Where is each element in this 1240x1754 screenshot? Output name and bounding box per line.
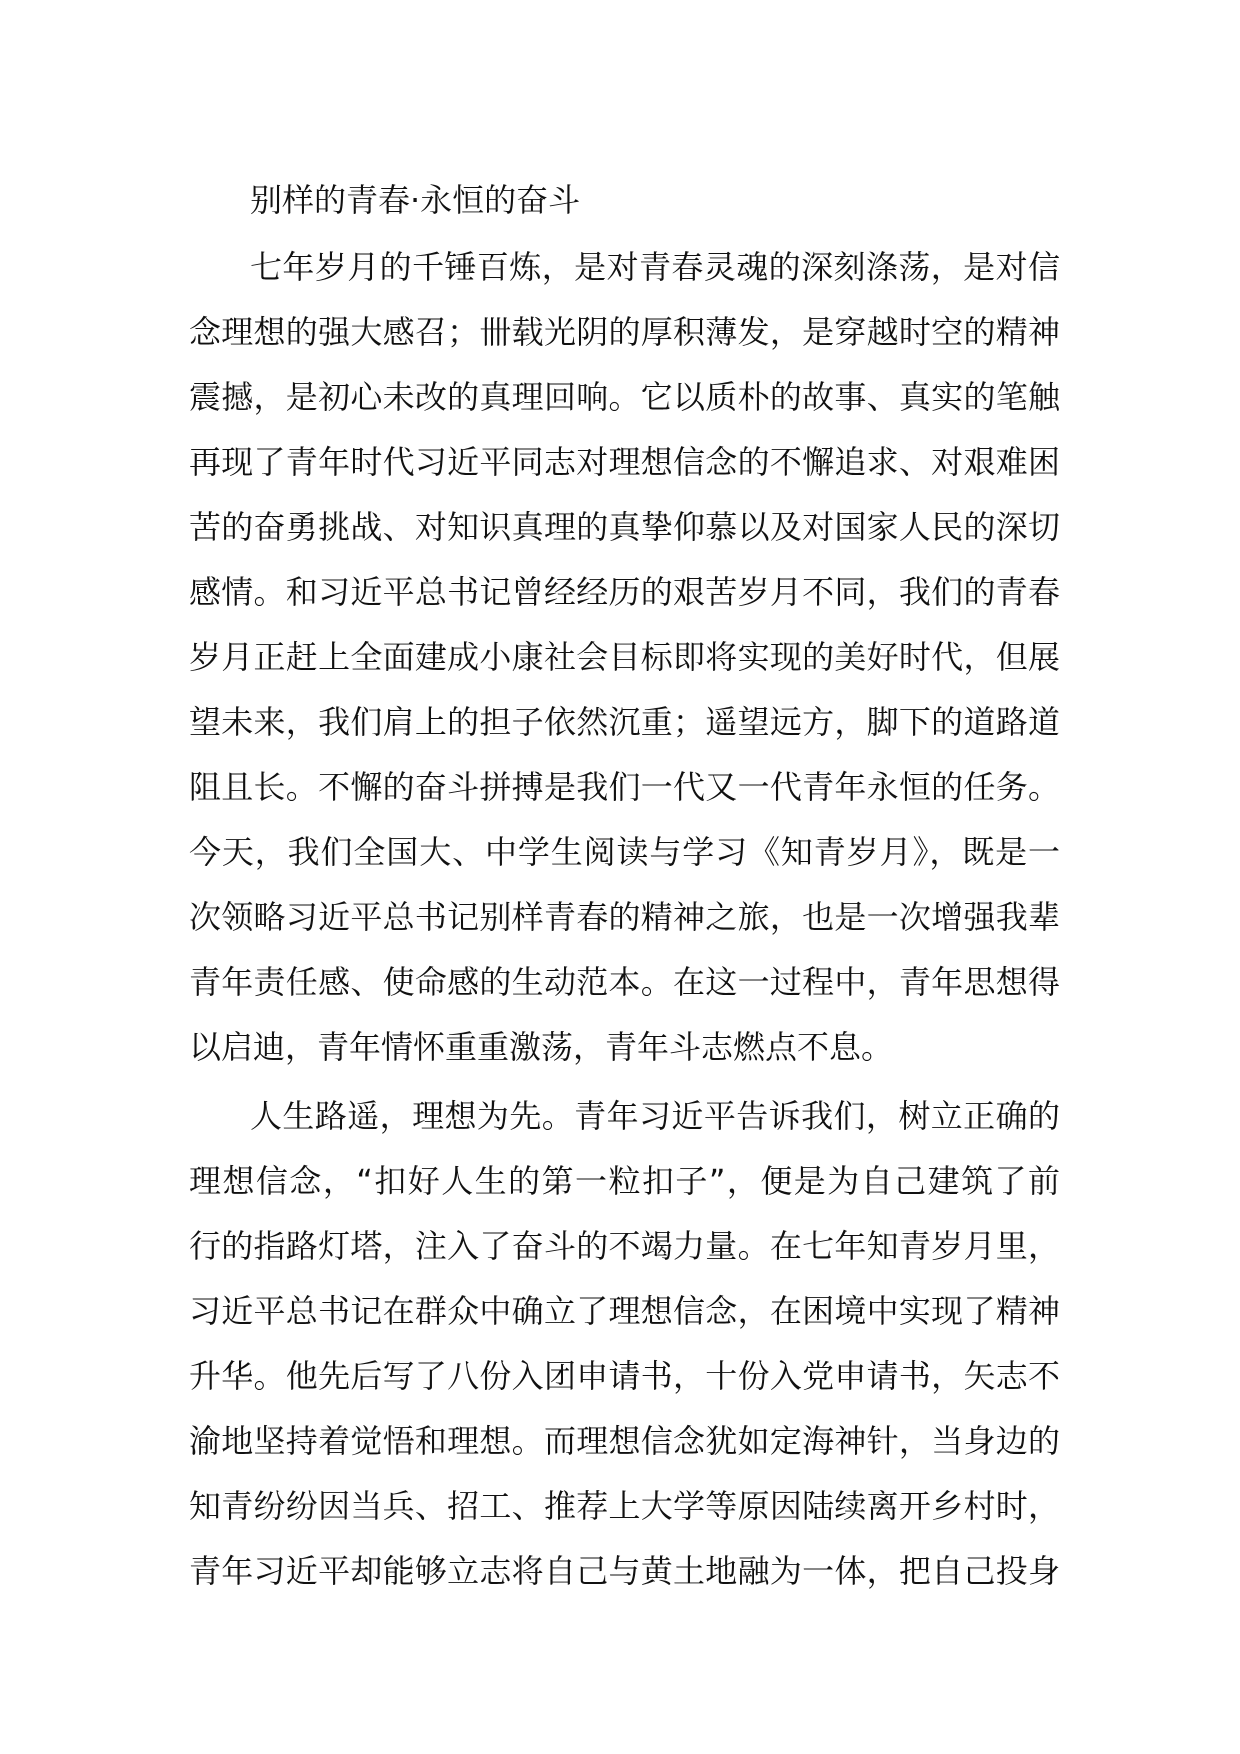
paragraph-line: 次领略习近平总书记别样青春的精神之旅，也是一次增强我辈 bbox=[189, 898, 1060, 936]
paragraph-line: 七年岁月的千锤百炼，是对青春灵魂的深刻涤荡，是对信 bbox=[250, 248, 1060, 286]
paragraph-line: 今天，我们全国大、中学生阅读与学习《知青岁月》，既是一 bbox=[189, 833, 1060, 871]
paragraph-line: 理想信念，“扣好人生的第一粒扣子”，便是为自己建筑了前 bbox=[189, 1162, 1060, 1200]
paragraph-line: 念理想的强大感召；卌载光阴的厚积薄发，是穿越时空的精神 bbox=[189, 313, 1060, 351]
paragraph-2 bbox=[189, 1084, 1060, 1604]
paragraph-line: 青年习近平却能够立志将自己与黄土地融为一体，把自己投身 bbox=[189, 1552, 1060, 1590]
paragraph-line: 望未来，我们肩上的担子依然沉重；遥望远方，脚下的道路道 bbox=[189, 703, 1060, 741]
paragraph-line: 青年责任感、使命感的生动范本。在这一过程中，青年思想得 bbox=[189, 963, 1060, 1001]
paragraph-line: 感情。和习近平总书记曾经经历的艰苦岁月不同，我们的青春 bbox=[189, 573, 1060, 611]
paragraph-line: 再现了青年时代习近平同志对理想信念的不懈追求、对艰难困 bbox=[189, 443, 1060, 481]
paragraph-line: 苦的奋勇挑战、对知识真理的真挚仰慕以及对国家人民的深切 bbox=[189, 508, 1060, 546]
paragraph-line: 行的指路灯塔，注入了奋斗的不竭力量。在七年知青岁月里， bbox=[189, 1227, 1060, 1265]
paragraph-line: 升华。他先后写了八份入团申请书，十份入党申请书，矢志不 bbox=[189, 1357, 1060, 1395]
paragraph-line: 震撼，是初心未改的真理回响。它以质朴的故事、真实的笔触 bbox=[189, 378, 1060, 416]
paragraph-line: 以启迪，青年情怀重重激荡，青年斗志燃点不息。 bbox=[189, 1028, 894, 1066]
paragraph-line: 人生路遥，理想为先。青年习近平告诉我们，树立正确的 bbox=[250, 1097, 1060, 1135]
paragraph-line: 岁月正赶上全面建成小康社会目标即将实现的美好时代，但展 bbox=[189, 638, 1060, 676]
paragraph-line: 知青纷纷因当兵、招工、推荐上大学等原因陆续离开乡村时， bbox=[189, 1487, 1060, 1525]
document-title: 别样的青春·永恒的奋斗 bbox=[250, 181, 581, 219]
paragraph-line: 习近平总书记在群众中确立了理想信念，在困境中实现了精神 bbox=[189, 1292, 1060, 1330]
paragraph-1 bbox=[189, 235, 1060, 1080]
paragraph-line: 渝地坚持着觉悟和理想。而理想信念犹如定海神针，当身边的 bbox=[189, 1422, 1060, 1460]
paragraph-line: 阻且长。不懈的奋斗拼搏是我们一代又一代青年永恒的任务。 bbox=[189, 768, 1060, 806]
document-body bbox=[189, 168, 1060, 1604]
